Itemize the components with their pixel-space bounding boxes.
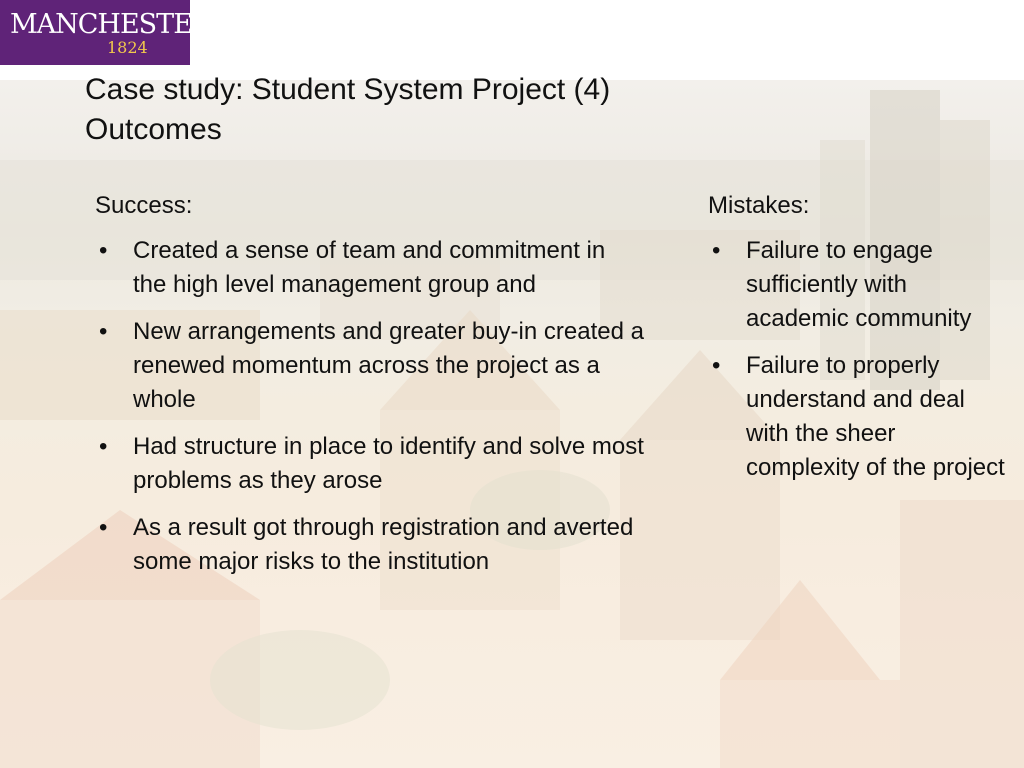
success-item-text: Created a sense of team and commitment in the high level management group and [133, 237, 606, 298]
mistakes-item-text: Failure to engage sufficiently with academic community [746, 237, 972, 332]
success-list [95, 234, 645, 579]
slide-title-line-1: Case study: Student System Project (4) [85, 73, 611, 106]
slide-title [85, 70, 785, 150]
bullet-icon: • [99, 433, 108, 460]
mistakes-column [708, 189, 1008, 498]
bullet-icon: • [99, 237, 108, 264]
university-logo [0, 0, 212, 65]
logo-wordmark: MANCHESTER [10, 9, 212, 40]
success-item [95, 234, 645, 302]
success-heading: Success: [95, 192, 193, 219]
bullet-icon: • [712, 352, 721, 379]
success-item [95, 315, 645, 417]
mistakes-item [708, 234, 1008, 336]
bullet-icon: • [99, 318, 108, 345]
logo-year: 1824 [107, 38, 148, 57]
success-item [95, 511, 645, 579]
success-item-text: New arrangements and greater buy-in created a renewed momentum across the project as a whole [133, 318, 644, 413]
bullet-icon: • [99, 514, 108, 541]
slide-title-line-2: Outcomes [85, 113, 222, 146]
success-item-text: As a result got through registration and averted some major risks to the institution [133, 514, 634, 575]
success-column [95, 189, 645, 592]
mistakes-item [708, 349, 1008, 485]
bullet-icon: • [712, 237, 721, 264]
mistakes-item-text: Failure to properly understand and deal with the sheer complexity of the project [746, 352, 1005, 481]
success-item [95, 430, 645, 498]
mistakes-list [708, 234, 1008, 485]
success-item-text: Had structure in place to identify and solve most problems as they arose [133, 433, 644, 494]
mistakes-heading: Mistakes: [708, 192, 810, 219]
